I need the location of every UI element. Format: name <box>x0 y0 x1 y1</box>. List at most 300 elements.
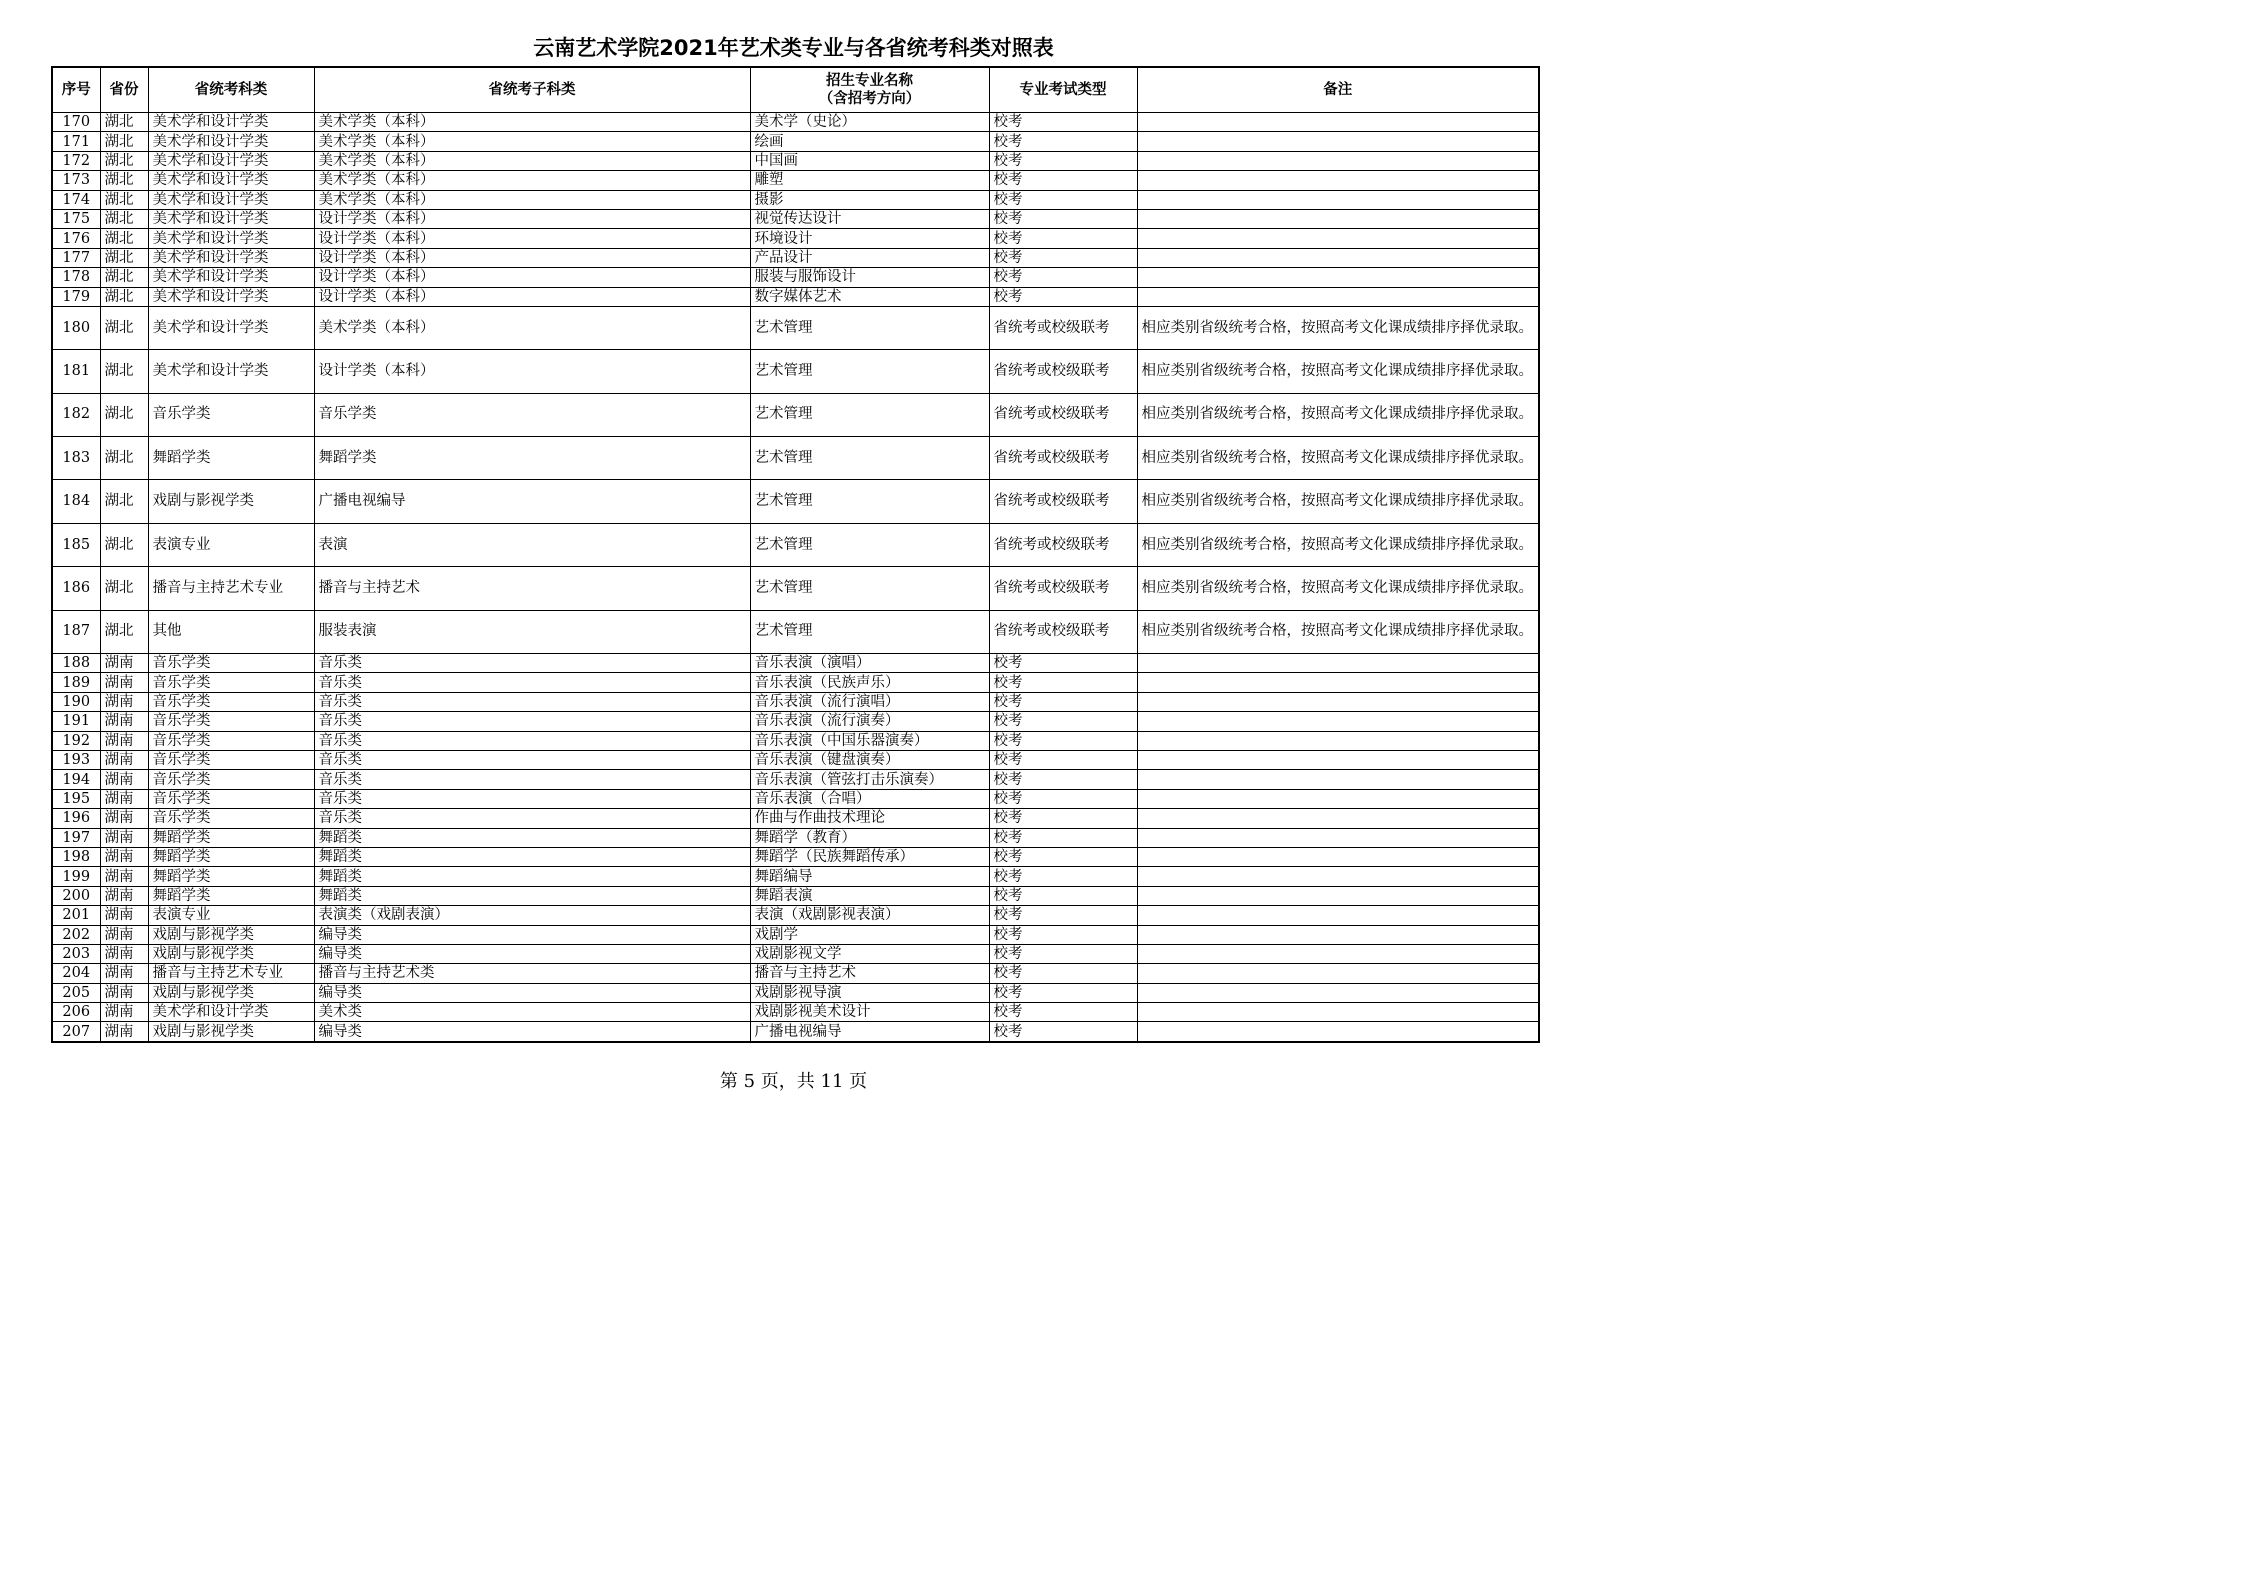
cell-province: 湖北 <box>100 229 148 248</box>
cell-category: 音乐学类 <box>148 731 314 750</box>
cell-category: 美术学和设计学类 <box>148 132 314 151</box>
cell-subcategory: 播音与主持艺术类 <box>314 964 750 983</box>
cell-exam-type: 校考 <box>989 190 1137 209</box>
cell-note <box>1137 229 1539 248</box>
cell-major: 舞蹈表演 <box>750 886 989 905</box>
cell-category: 美术学和设计学类 <box>148 1003 314 1022</box>
cell-category: 戏剧与影视学类 <box>148 480 314 523</box>
table-row <box>52 393 1539 436</box>
cell-province: 湖北 <box>100 567 148 610</box>
table-row <box>52 610 1539 653</box>
cell-index: 192 <box>52 731 100 750</box>
cell-province: 湖北 <box>100 248 148 267</box>
cell-exam-type: 校考 <box>989 770 1137 789</box>
table-row <box>52 306 1539 349</box>
cell-province: 湖南 <box>100 906 148 925</box>
cell-subcategory: 音乐类 <box>314 673 750 692</box>
cell-category: 舞蹈学类 <box>148 828 314 847</box>
cell-note: 相应类别省级统考合格，按照高考文化课成绩排序择优录取。 <box>1137 610 1539 653</box>
cell-province: 湖北 <box>100 523 148 566</box>
cell-province: 湖北 <box>100 132 148 151</box>
cell-note <box>1137 809 1539 828</box>
cell-note <box>1137 654 1539 673</box>
cell-exam-type: 省统考或校级联考 <box>989 480 1137 523</box>
cell-subcategory: 表演 <box>314 523 750 566</box>
cell-subcategory: 美术学类（本科） <box>314 171 750 190</box>
cell-province: 湖南 <box>100 867 148 886</box>
cell-category: 美术学和设计学类 <box>148 209 314 228</box>
cell-province: 湖南 <box>100 809 148 828</box>
cell-major: 音乐表演（民族声乐） <box>750 673 989 692</box>
cell-province: 湖南 <box>100 828 148 847</box>
table-row <box>52 789 1539 808</box>
table-row <box>52 113 1539 132</box>
cell-index: 188 <box>52 654 100 673</box>
cell-category: 表演专业 <box>148 523 314 566</box>
cell-province: 湖南 <box>100 673 148 692</box>
cell-category: 美术学和设计学类 <box>148 190 314 209</box>
cell-category: 音乐学类 <box>148 712 314 731</box>
cell-province: 湖南 <box>100 1003 148 1022</box>
cell-note <box>1137 287 1539 306</box>
cell-category: 播音与主持艺术专业 <box>148 964 314 983</box>
cell-subcategory: 表演类（戏剧表演） <box>314 906 750 925</box>
cell-exam-type: 校考 <box>989 229 1137 248</box>
cell-subcategory: 编导类 <box>314 1022 750 1042</box>
cell-category: 美术学和设计学类 <box>148 229 314 248</box>
cell-major: 广播电视编导 <box>750 1022 989 1042</box>
cell-major: 摄影 <box>750 190 989 209</box>
cell-note <box>1137 1003 1539 1022</box>
cell-index: 189 <box>52 673 100 692</box>
cell-exam-type: 省统考或校级联考 <box>989 306 1137 349</box>
cell-exam-type: 校考 <box>989 906 1137 925</box>
cell-index: 201 <box>52 906 100 925</box>
table-row <box>52 229 1539 248</box>
cell-exam-type: 校考 <box>989 209 1137 228</box>
cell-exam-type: 省统考或校级联考 <box>989 437 1137 480</box>
cell-subcategory: 音乐学类 <box>314 393 750 436</box>
table-row <box>52 673 1539 692</box>
cell-subcategory: 编导类 <box>314 925 750 944</box>
cell-note <box>1137 248 1539 267</box>
cell-category: 美术学和设计学类 <box>148 248 314 267</box>
cell-index: 180 <box>52 306 100 349</box>
cell-major: 戏剧影视文学 <box>750 944 989 963</box>
header-subcategory: 省统考子科类 <box>314 67 750 113</box>
cell-exam-type: 校考 <box>989 287 1137 306</box>
cell-province: 湖北 <box>100 113 148 132</box>
cell-major: 戏剧影视导演 <box>750 983 989 1002</box>
cell-province: 湖南 <box>100 886 148 905</box>
cell-subcategory: 音乐类 <box>314 770 750 789</box>
cell-major: 表演（戏剧影视表演） <box>750 906 989 925</box>
cell-province: 湖南 <box>100 731 148 750</box>
cell-province: 湖南 <box>100 654 148 673</box>
cell-province: 湖北 <box>100 480 148 523</box>
cell-index: 181 <box>52 350 100 393</box>
cell-subcategory: 编导类 <box>314 944 750 963</box>
cell-major: 艺术管理 <box>750 306 989 349</box>
cell-subcategory: 舞蹈类 <box>314 847 750 866</box>
cell-category: 舞蹈学类 <box>148 847 314 866</box>
table-row <box>52 809 1539 828</box>
cell-note <box>1137 731 1539 750</box>
cell-major: 艺术管理 <box>750 610 989 653</box>
cell-province: 湖南 <box>100 1022 148 1042</box>
cell-major: 音乐表演（演唱） <box>750 654 989 673</box>
cell-exam-type: 省统考或校级联考 <box>989 393 1137 436</box>
table-row <box>52 770 1539 789</box>
cell-note: 相应类别省级统考合格，按照高考文化课成绩排序择优录取。 <box>1137 306 1539 349</box>
table-row <box>52 523 1539 566</box>
cell-exam-type: 校考 <box>989 925 1137 944</box>
cell-major: 舞蹈学（教育） <box>750 828 989 847</box>
cell-subcategory: 美术学类（本科） <box>314 113 750 132</box>
cell-province: 湖北 <box>100 610 148 653</box>
cell-note: 相应类别省级统考合格，按照高考文化课成绩排序择优录取。 <box>1137 393 1539 436</box>
table-row <box>52 480 1539 523</box>
cell-exam-type: 省统考或校级联考 <box>989 567 1137 610</box>
header-index: 序号 <box>52 67 100 113</box>
table-row <box>52 567 1539 610</box>
table-row <box>52 731 1539 750</box>
cell-major: 绘画 <box>750 132 989 151</box>
cell-province: 湖北 <box>100 437 148 480</box>
header-major-line1: 招生专业名称 <box>826 73 913 89</box>
cell-index: 186 <box>52 567 100 610</box>
table-row <box>52 847 1539 866</box>
cell-exam-type: 校考 <box>989 828 1137 847</box>
table-row <box>52 964 1539 983</box>
cell-province: 湖南 <box>100 750 148 769</box>
cell-subcategory: 设计学类（本科） <box>314 248 750 267</box>
cell-index: 190 <box>52 692 100 711</box>
cell-province: 湖南 <box>100 692 148 711</box>
table-row <box>52 944 1539 963</box>
cell-note <box>1137 151 1539 170</box>
table-row <box>52 828 1539 847</box>
cell-exam-type: 校考 <box>989 964 1137 983</box>
cell-subcategory: 设计学类（本科） <box>314 209 750 228</box>
cell-note: 相应类别省级统考合格，按照高考文化课成绩排序择优录取。 <box>1137 523 1539 566</box>
cell-major: 音乐表演（合唱） <box>750 789 989 808</box>
cell-province: 湖北 <box>100 151 148 170</box>
cell-major: 产品设计 <box>750 248 989 267</box>
comparison-table <box>51 66 1540 1043</box>
table-row <box>52 151 1539 170</box>
cell-index: 177 <box>52 248 100 267</box>
cell-exam-type: 校考 <box>989 654 1137 673</box>
cell-index: 194 <box>52 770 100 789</box>
cell-note <box>1137 964 1539 983</box>
cell-category: 音乐学类 <box>148 750 314 769</box>
cell-province: 湖南 <box>100 789 148 808</box>
cell-exam-type: 校考 <box>989 944 1137 963</box>
cell-subcategory: 设计学类（本科） <box>314 287 750 306</box>
cell-index: 206 <box>52 1003 100 1022</box>
cell-major: 音乐表演（管弦打击乐演奏） <box>750 770 989 789</box>
cell-index: 187 <box>52 610 100 653</box>
cell-major: 戏剧学 <box>750 925 989 944</box>
cell-exam-type: 校考 <box>989 712 1137 731</box>
cell-index: 178 <box>52 268 100 287</box>
cell-major: 数字媒体艺术 <box>750 287 989 306</box>
cell-note <box>1137 712 1539 731</box>
cell-category: 戏剧与影视学类 <box>148 944 314 963</box>
table-header-row <box>52 67 1539 113</box>
cell-index: 200 <box>52 886 100 905</box>
cell-province: 湖北 <box>100 209 148 228</box>
cell-note <box>1137 983 1539 1002</box>
cell-major: 服装与服饰设计 <box>750 268 989 287</box>
cell-category: 戏剧与影视学类 <box>148 983 314 1002</box>
cell-note <box>1137 750 1539 769</box>
cell-index: 170 <box>52 113 100 132</box>
cell-major: 艺术管理 <box>750 393 989 436</box>
cell-category: 美术学和设计学类 <box>148 113 314 132</box>
cell-province: 湖北 <box>100 190 148 209</box>
cell-note <box>1137 770 1539 789</box>
cell-category: 美术学和设计学类 <box>148 306 314 349</box>
table-row <box>52 1003 1539 1022</box>
cell-subcategory: 音乐类 <box>314 789 750 808</box>
cell-subcategory: 美术类 <box>314 1003 750 1022</box>
cell-province: 湖北 <box>100 393 148 436</box>
table-body <box>52 113 1539 1042</box>
cell-note <box>1137 268 1539 287</box>
cell-province: 湖南 <box>100 770 148 789</box>
cell-note <box>1137 673 1539 692</box>
cell-subcategory: 舞蹈类 <box>314 828 750 847</box>
cell-index: 182 <box>52 393 100 436</box>
cell-major: 播音与主持艺术 <box>750 964 989 983</box>
cell-exam-type: 校考 <box>989 1003 1137 1022</box>
cell-exam-type: 校考 <box>989 1022 1137 1042</box>
cell-index: 193 <box>52 750 100 769</box>
cell-province: 湖南 <box>100 983 148 1002</box>
cell-note <box>1137 190 1539 209</box>
cell-index: 196 <box>52 809 100 828</box>
table-row <box>52 750 1539 769</box>
cell-exam-type: 校考 <box>989 847 1137 866</box>
cell-index: 197 <box>52 828 100 847</box>
cell-category: 音乐学类 <box>148 770 314 789</box>
cell-category: 表演专业 <box>148 906 314 925</box>
cell-subcategory: 音乐类 <box>314 692 750 711</box>
cell-exam-type: 校考 <box>989 886 1137 905</box>
cell-exam-type: 校考 <box>989 789 1137 808</box>
cell-major: 艺术管理 <box>750 567 989 610</box>
table-row <box>52 1022 1539 1042</box>
cell-exam-type: 校考 <box>989 113 1137 132</box>
cell-province: 湖北 <box>100 171 148 190</box>
cell-index: 204 <box>52 964 100 983</box>
table-row <box>52 437 1539 480</box>
cell-exam-type: 校考 <box>989 673 1137 692</box>
cell-note <box>1137 209 1539 228</box>
cell-subcategory: 美术学类（本科） <box>314 151 750 170</box>
cell-category: 音乐学类 <box>148 692 314 711</box>
table-row <box>52 654 1539 673</box>
cell-province: 湖北 <box>100 287 148 306</box>
cell-exam-type: 校考 <box>989 750 1137 769</box>
cell-exam-type: 校考 <box>989 171 1137 190</box>
cell-subcategory: 播音与主持艺术 <box>314 567 750 610</box>
header-major-line2: （含招考方向） <box>818 91 921 107</box>
cell-exam-type: 校考 <box>989 248 1137 267</box>
cell-category: 播音与主持艺术专业 <box>148 567 314 610</box>
cell-major: 视觉传达设计 <box>750 209 989 228</box>
cell-province: 湖北 <box>100 268 148 287</box>
table-row <box>52 132 1539 151</box>
cell-note <box>1137 906 1539 925</box>
table-row <box>52 209 1539 228</box>
cell-subcategory: 音乐类 <box>314 654 750 673</box>
cell-exam-type: 校考 <box>989 867 1137 886</box>
cell-exam-type: 校考 <box>989 692 1137 711</box>
cell-note: 相应类别省级统考合格，按照高考文化课成绩排序择优录取。 <box>1137 350 1539 393</box>
cell-note <box>1137 171 1539 190</box>
table-row <box>52 925 1539 944</box>
cell-major: 音乐表演（流行演奏） <box>750 712 989 731</box>
cell-major: 艺术管理 <box>750 523 989 566</box>
table-row <box>52 906 1539 925</box>
cell-note <box>1137 692 1539 711</box>
cell-subcategory: 美术学类（本科） <box>314 132 750 151</box>
cell-index: 205 <box>52 983 100 1002</box>
cell-subcategory: 舞蹈类 <box>314 867 750 886</box>
page-footer: 第 5 页，共 11 页 <box>719 1071 868 1092</box>
cell-major: 作曲与作曲技术理论 <box>750 809 989 828</box>
cell-index: 173 <box>52 171 100 190</box>
cell-index: 207 <box>52 1022 100 1042</box>
cell-category: 音乐学类 <box>148 789 314 808</box>
table-row <box>52 692 1539 711</box>
cell-subcategory: 设计学类（本科） <box>314 268 750 287</box>
cell-index: 191 <box>52 712 100 731</box>
cell-major: 舞蹈编导 <box>750 867 989 886</box>
cell-major: 美术学（史论） <box>750 113 989 132</box>
header-exam-type: 专业考试类型 <box>989 67 1137 113</box>
cell-category: 舞蹈学类 <box>148 886 314 905</box>
cell-province: 湖北 <box>100 306 148 349</box>
cell-note <box>1137 944 1539 963</box>
cell-subcategory: 广播电视编导 <box>314 480 750 523</box>
cell-major: 戏剧影视美术设计 <box>750 1003 989 1022</box>
cell-note <box>1137 828 1539 847</box>
cell-note <box>1137 886 1539 905</box>
cell-index: 198 <box>52 847 100 866</box>
cell-province: 湖南 <box>100 847 148 866</box>
cell-category: 戏剧与影视学类 <box>148 925 314 944</box>
cell-category: 美术学和设计学类 <box>148 287 314 306</box>
cell-province: 湖南 <box>100 944 148 963</box>
header-major <box>750 67 989 113</box>
table-row <box>52 248 1539 267</box>
header-note: 备注 <box>1137 67 1539 113</box>
cell-subcategory: 美术学类（本科） <box>314 190 750 209</box>
cell-exam-type: 校考 <box>989 983 1137 1002</box>
table-row <box>52 190 1539 209</box>
cell-major: 艺术管理 <box>750 350 989 393</box>
cell-subcategory: 美术学类（本科） <box>314 306 750 349</box>
header-category: 省统考科类 <box>148 67 314 113</box>
table-row <box>52 886 1539 905</box>
cell-index: 183 <box>52 437 100 480</box>
cell-category: 舞蹈学类 <box>148 867 314 886</box>
cell-note: 相应类别省级统考合格，按照高考文化课成绩排序择优录取。 <box>1137 567 1539 610</box>
cell-note <box>1137 847 1539 866</box>
cell-major: 中国画 <box>750 151 989 170</box>
cell-subcategory: 设计学类（本科） <box>314 229 750 248</box>
cell-category: 戏剧与影视学类 <box>148 1022 314 1042</box>
cell-subcategory: 设计学类（本科） <box>314 350 750 393</box>
cell-exam-type: 校考 <box>989 268 1137 287</box>
cell-category: 美术学和设计学类 <box>148 171 314 190</box>
table-row <box>52 712 1539 731</box>
cell-note <box>1137 867 1539 886</box>
table-row <box>52 867 1539 886</box>
cell-province: 湖南 <box>100 712 148 731</box>
cell-exam-type: 校考 <box>989 731 1137 750</box>
cell-note <box>1137 132 1539 151</box>
page-title: 云南艺术学院2021年艺术类专业与各省统考科类对照表 <box>533 36 1054 60</box>
cell-exam-type: 校考 <box>989 151 1137 170</box>
header-province: 省份 <box>100 67 148 113</box>
cell-exam-type: 校考 <box>989 132 1137 151</box>
cell-province: 湖北 <box>100 350 148 393</box>
cell-exam-type: 校考 <box>989 809 1137 828</box>
cell-category: 音乐学类 <box>148 393 314 436</box>
cell-category: 美术学和设计学类 <box>148 350 314 393</box>
table-row <box>52 268 1539 287</box>
cell-note: 相应类别省级统考合格，按照高考文化课成绩排序择优录取。 <box>1137 480 1539 523</box>
cell-note <box>1137 1022 1539 1042</box>
cell-index: 185 <box>52 523 100 566</box>
cell-index: 195 <box>52 789 100 808</box>
cell-exam-type: 省统考或校级联考 <box>989 610 1137 653</box>
cell-major: 艺术管理 <box>750 480 989 523</box>
cell-subcategory: 音乐类 <box>314 750 750 769</box>
cell-subcategory: 舞蹈类 <box>314 886 750 905</box>
cell-index: 203 <box>52 944 100 963</box>
cell-subcategory: 服装表演 <box>314 610 750 653</box>
cell-index: 202 <box>52 925 100 944</box>
cell-major: 环境设计 <box>750 229 989 248</box>
cell-index: 171 <box>52 132 100 151</box>
cell-major: 音乐表演（流行演唱） <box>750 692 989 711</box>
cell-subcategory: 音乐类 <box>314 809 750 828</box>
cell-index: 176 <box>52 229 100 248</box>
cell-category: 舞蹈学类 <box>148 437 314 480</box>
cell-category: 美术学和设计学类 <box>148 268 314 287</box>
table-row <box>52 171 1539 190</box>
cell-category: 音乐学类 <box>148 809 314 828</box>
cell-subcategory: 音乐类 <box>314 712 750 731</box>
cell-exam-type: 省统考或校级联考 <box>989 350 1137 393</box>
table-row <box>52 350 1539 393</box>
cell-major: 音乐表演（中国乐器演奏） <box>750 731 989 750</box>
cell-index: 172 <box>52 151 100 170</box>
cell-note <box>1137 113 1539 132</box>
cell-major: 音乐表演（键盘演奏） <box>750 750 989 769</box>
cell-major: 雕塑 <box>750 171 989 190</box>
cell-exam-type: 省统考或校级联考 <box>989 523 1137 566</box>
cell-category: 音乐学类 <box>148 673 314 692</box>
cell-province: 湖南 <box>100 925 148 944</box>
cell-index: 179 <box>52 287 100 306</box>
